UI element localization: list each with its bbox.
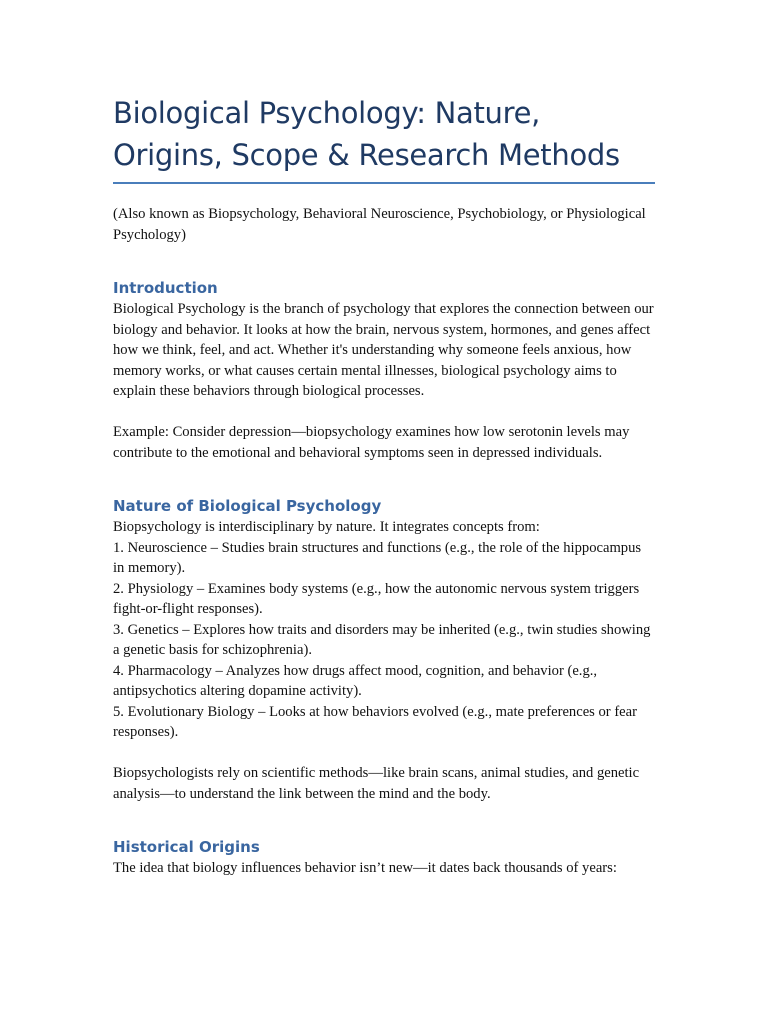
historical-intro: The idea that biology influences behavior isn’t new—it dates back thousands of years: [113,860,617,876]
heading-historical-origins: Historical Origins [113,838,260,856]
list-item: 1. Neuroscience – Studies brain structures and functions (e.g., the role of the hippocampus in memory). [113,539,642,576]
aka-note: (Also known as Biopsychology, Behavioral Neuroscience, Psychobiology, or Physiological Psychology) [113,206,646,243]
nature-closing: Biopsychologists rely on scientific methods—like brain scans, animal studies, and genetic analysis—to understand the link between the mind and the body. [113,765,640,802]
document-page [113,92,656,879]
list-item: 2. Physiology – Examines body systems (e.g., how the autonomic nervous system triggers fight-or-flight responses). [113,580,640,617]
introduction-paragraph-2: Example: Consider depression—biopsychology examines how low serotonin levels may contribute to the emotional and behavioral symptoms seen in depressed individuals. [113,424,630,461]
introduction-paragraph-1: Biological Psychology is the branch of psychology that explores the connection between our biology and behavior. It looks at how the brain, nervous system, hormones, and genes affect how we think, feel, and act. Whether it's understanding why someone feels anxious, how memory works, or what causes certain mental illnesses, biological psychology aims to explain these behaviors through biological processes. [113,301,654,399]
list-item: 4. Pharmacology – Analyzes how drugs affect mood, cognition, and behavior (e.g., antipsychotics altering dopamine activity). [113,662,598,699]
nature-intro: Biopsychology is interdisciplinary by nature. It integrates concepts from: [113,519,540,535]
document-title: Biological Psychology: Nature, Origins, Scope & Research Methods [113,96,620,172]
heading-nature: Nature of Biological Psychology [113,497,382,515]
heading-introduction: Introduction [113,279,218,297]
nature-list [113,538,656,743]
list-item: 3. Genetics – Explores how traits and disorders may be inherited (e.g., twin studies showing a genetic basis for schizophrenia). [113,621,651,658]
title-underline [113,182,655,184]
list-item: 5. Evolutionary Biology – Looks at how behaviors evolved (e.g., mate preferences or fear responses). [113,703,637,740]
